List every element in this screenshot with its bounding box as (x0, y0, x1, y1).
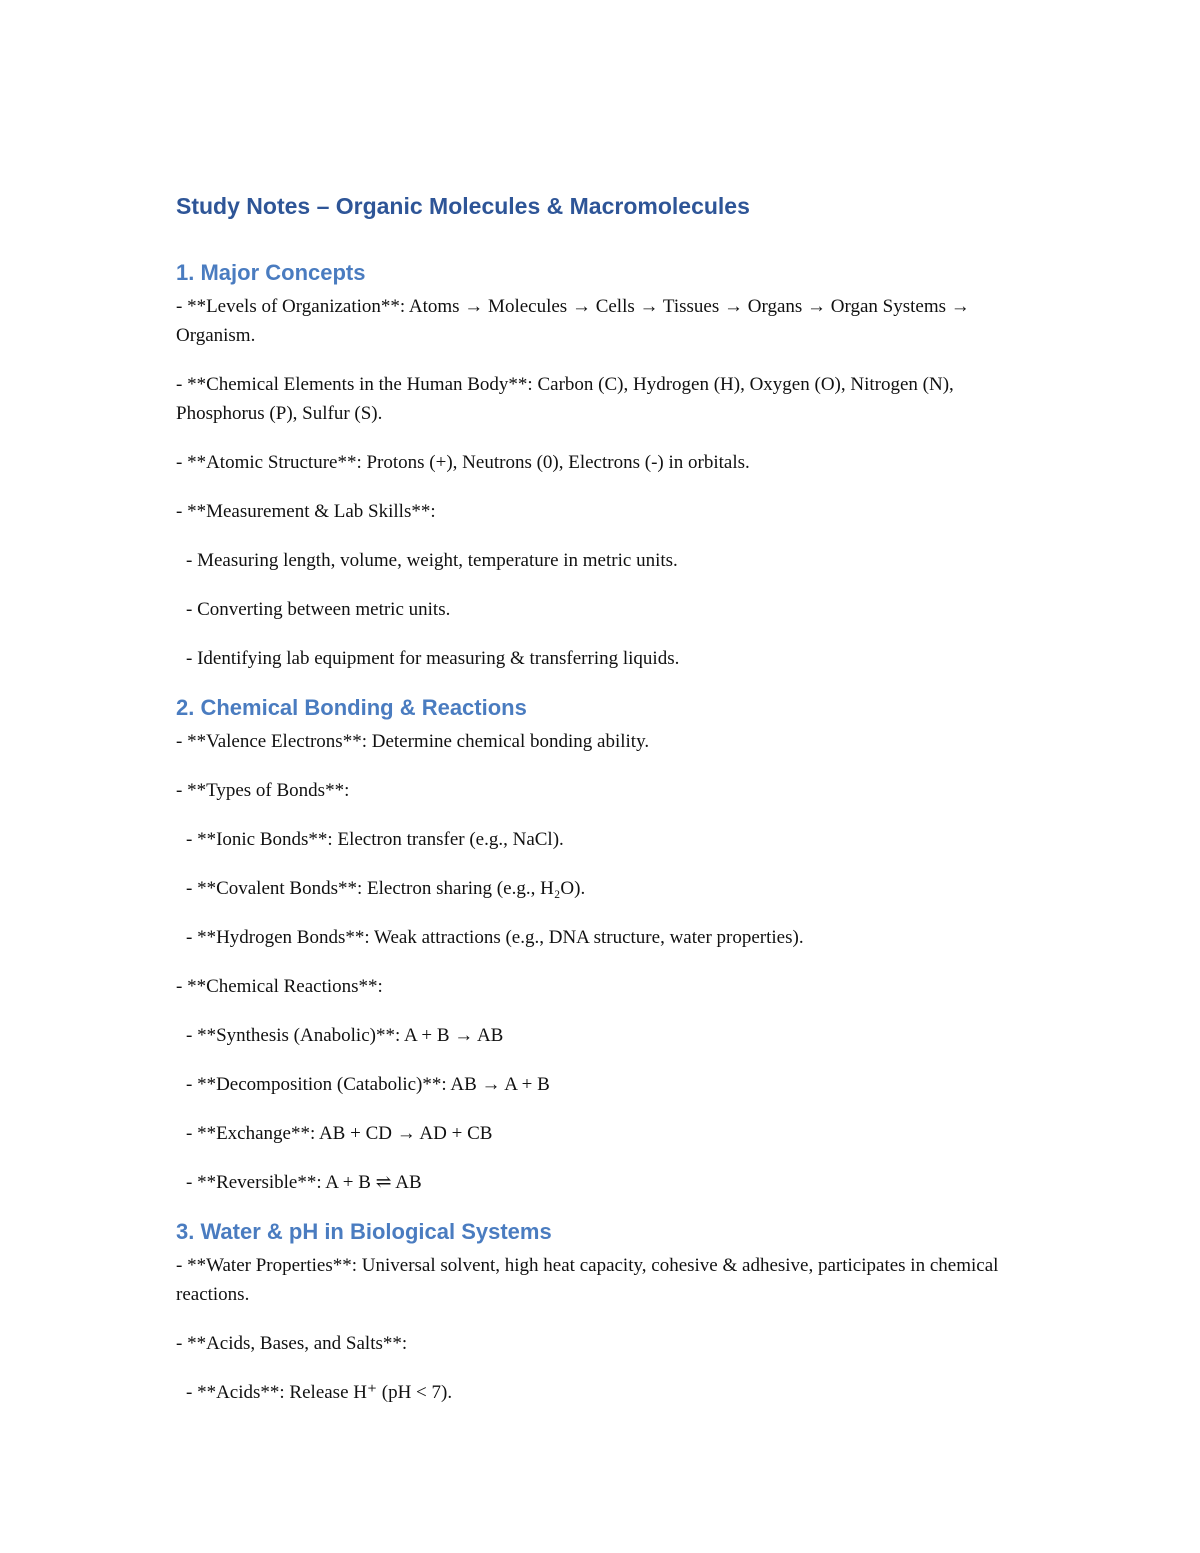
sub-bullet-line: - **Acids**: Release H⁺ (pH < 7). (186, 1382, 453, 1403)
bullet-line: - **Levels of Organization**: Atoms → Molecules → Cells → Tissues → Organs → Organ Systems → Organism. (176, 296, 970, 346)
sub-bullet-line: - **Decomposition (Catabolic)**: AB → A + B (186, 1074, 550, 1095)
bullet-line: - **Atomic Structure**: Protons (+), Neutrons (0), Electrons (-) in orbitals. (176, 452, 750, 473)
sub-bullet-line: - Identifying lab equipment for measuring & transferring liquids. (186, 648, 680, 669)
sub-bullet-line: - **Exchange**: AB + CD → AD + CB (186, 1123, 493, 1144)
document-title: Study Notes – Organic Molecules & Macromolecules (176, 193, 750, 219)
bullet-line: - **Acids, Bases, and Salts**: (176, 1333, 408, 1354)
bullet-line: - **Measurement & Lab Skills**: (176, 501, 436, 522)
bullet-line: - **Water Properties**: Universal solvent, high heat capacity, cohesive & adhesive, participates in chemical reactions. (176, 1255, 999, 1305)
sub-bullet-line: - Measuring length, volume, weight, temperature in metric units. (186, 550, 678, 571)
section-heading: 2. Chemical Bonding & Reactions (176, 695, 527, 720)
sub-bullet-line: - **Synthesis (Anabolic)**: A + B → AB (186, 1025, 504, 1046)
bullet-line: - **Chemical Elements in the Human Body**: Carbon (C), Hydrogen (H), Oxygen (O), Nitrogen (N), Phosphorus (P), Sulfur (S). (176, 374, 954, 424)
sub-bullet-line: - **Ionic Bonds**: Electron transfer (e.g., NaCl). (186, 829, 564, 850)
section-heading: 3. Water & pH in Biological Systems (176, 1219, 552, 1244)
sub-bullet-line: - **Hydrogen Bonds**: Weak attractions (e.g., DNA structure, water properties). (186, 927, 804, 948)
sections-container (176, 258, 1026, 1407)
section-2 (176, 693, 1026, 1197)
sub-bullet-line: - **Reversible**: A + B ⇌ AB (186, 1172, 422, 1193)
sub-bullet-line: - Converting between metric units. (186, 599, 451, 620)
section-heading: 1. Major Concepts (176, 260, 366, 285)
section-1 (176, 258, 1026, 673)
section-3 (176, 1217, 1026, 1407)
bullet-line: - **Types of Bonds**: (176, 780, 350, 801)
bullet-line: - **Valence Electrons**: Determine chemical bonding ability. (176, 731, 650, 752)
bullet-line: - **Chemical Reactions**: (176, 976, 383, 997)
document-body (176, 190, 1026, 1427)
sub-bullet-line: - **Covalent Bonds**: Electron sharing (e.g., H₂O). (186, 878, 586, 899)
